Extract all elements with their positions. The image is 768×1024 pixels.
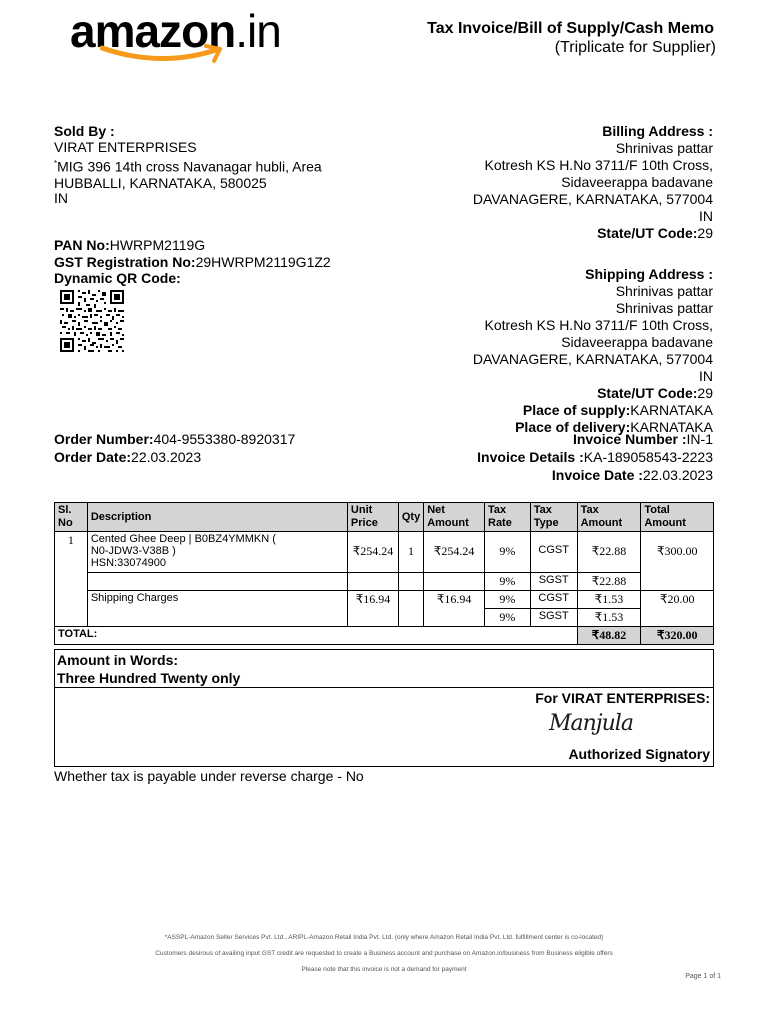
shipping-net-amount: ₹16.94 bbox=[424, 591, 485, 627]
invoice-details-value: KA-189058543-2223 bbox=[583, 449, 713, 465]
col-header-total-amount: Total Amount bbox=[641, 503, 714, 532]
total-label: TOTAL: bbox=[55, 627, 578, 645]
place-of-delivery-value: KARNATAKA bbox=[630, 419, 713, 435]
shipping-total-amount: ₹20.00 bbox=[641, 591, 714, 627]
shipping-line6: IN bbox=[699, 368, 713, 384]
invoice-number-value: IN-1 bbox=[686, 431, 713, 447]
pan-label: PAN No: bbox=[54, 237, 110, 253]
seller-address-mark: * bbox=[54, 159, 58, 168]
footer-line3: Please note that this invoice is not a demand for payment bbox=[301, 966, 467, 973]
table-row bbox=[55, 532, 714, 573]
shipping-line2: Shrinivas pattar bbox=[615, 300, 713, 316]
invoice-subtitle: (Triplicate for Supplier) bbox=[554, 39, 716, 56]
shipping-line4: Sidaveerappa badavane bbox=[561, 334, 713, 350]
place-of-supply-value: KARNATAKA bbox=[630, 402, 713, 418]
order-number-value: 404-9553380-8920317 bbox=[153, 431, 296, 447]
col-header-description: Description bbox=[87, 503, 347, 532]
sold-by-label: Sold By : bbox=[54, 123, 115, 139]
qr-code-icon bbox=[60, 290, 124, 352]
logo-suffix: .in bbox=[235, 5, 281, 57]
footer-line1: *ASSPL-Amazon Seller Services Pvt. Ltd., ARIPL-Amazon Retail India Pvt. Ltd. (only where Amazon Retail India Pvt. Ltd. fulfillment center is co-located) bbox=[164, 934, 604, 941]
item-sl: 1 bbox=[55, 532, 88, 627]
col-header-tax-type: Tax Type bbox=[530, 503, 577, 532]
shipping-state-label: State/UT Code: bbox=[597, 385, 698, 401]
seller-name: VIRAT ENTERPRISES bbox=[54, 139, 197, 155]
shipping-state-row bbox=[313, 385, 713, 401]
item-total-amount: ₹300.00 bbox=[641, 532, 714, 591]
gst-row bbox=[54, 254, 331, 270]
logo-smile-icon bbox=[100, 44, 230, 66]
shipping-tax-type-sgst: SGST bbox=[530, 609, 577, 627]
col-header-tax-amount: Tax Amount bbox=[577, 503, 641, 532]
shipping-state-value: 29 bbox=[697, 385, 713, 401]
gst-label: GST Registration No: bbox=[54, 254, 196, 270]
amount-in-words-box bbox=[54, 649, 714, 688]
shipping-tax-rate-sgst: 9% bbox=[485, 609, 531, 627]
invoice-title: Tax Invoice/Bill of Supply/Cash Memo bbox=[427, 20, 714, 37]
total-amount: ₹320.00 bbox=[641, 627, 714, 645]
invoice-number-row bbox=[313, 431, 713, 447]
table-total-row bbox=[55, 627, 714, 645]
order-date-label: Order Date: bbox=[54, 449, 132, 465]
place-of-delivery-label: Place of delivery: bbox=[515, 419, 631, 435]
item-description-line2: N0-JDW3-V38B ) bbox=[90, 545, 176, 557]
place-of-supply-row bbox=[313, 402, 713, 418]
shipping-line1: Shrinivas pattar bbox=[615, 283, 713, 299]
shipping-address-block bbox=[313, 266, 713, 435]
col-header-tax-rate: Tax Rate bbox=[485, 503, 531, 532]
for-company-label: For VIRAT ENTERPRISES: bbox=[535, 690, 710, 706]
amount-in-words-label: Amount in Words: bbox=[57, 652, 179, 668]
footer-line2: Customers desirous of availing input GST credit are requested to create a Business account and purchase on Amazon.in/business from Business eligible offers bbox=[155, 950, 613, 957]
billing-line4: DAVANAGERE, KARNATAKA, 577004 bbox=[472, 191, 713, 207]
billing-line2: Kotresh KS H.No 3711/F 10th Cross, bbox=[484, 157, 713, 173]
shipping-description: Shipping Charges bbox=[87, 591, 347, 627]
pan-value: HWRPM2119G bbox=[109, 237, 206, 253]
seller-address-line1 bbox=[54, 156, 322, 175]
shipping-tax-rate-cgst: 9% bbox=[485, 591, 531, 609]
invoice-details-row bbox=[313, 449, 713, 465]
item-tax-type-sgst: SGST bbox=[530, 573, 577, 591]
col-header-unit-price: Unit Price bbox=[347, 503, 398, 532]
signatory-box bbox=[54, 686, 714, 767]
item-tax-amount-sgst: ₹22.88 bbox=[577, 573, 641, 591]
item-net-amount: ₹254.24 bbox=[424, 532, 485, 573]
amazon-logo bbox=[70, 5, 310, 68]
seller-address-line2: HUBBALLI, KARNATAKA, 580025 bbox=[54, 175, 267, 191]
shipping-tax-amount-cgst: ₹1.53 bbox=[577, 591, 641, 609]
invoice-items-table bbox=[54, 502, 714, 645]
seller-address-text: MIG 396 14th cross Navanagar hubli, Area bbox=[57, 158, 322, 175]
empty-cell bbox=[398, 573, 423, 591]
billing-state-row bbox=[313, 225, 713, 241]
reverse-charge-note: Whether tax is payable under reverse charge - No bbox=[54, 768, 364, 784]
shipping-line3: Kotresh KS H.No 3711/F 10th Cross, bbox=[484, 317, 713, 333]
invoice-date-label: Invoice Date : bbox=[551, 467, 643, 483]
billing-state-value: 29 bbox=[697, 225, 713, 241]
place-of-supply-label: Place of supply: bbox=[522, 402, 631, 418]
empty-cell bbox=[398, 591, 423, 627]
billing-line1: Shrinivas pattar bbox=[615, 140, 713, 156]
order-date-value: 22.03.2023 bbox=[131, 449, 202, 465]
billing-line3: Sidaveerappa badavane bbox=[561, 174, 713, 190]
item-qty: 1 bbox=[398, 532, 423, 573]
col-header-net-amount: Net Amount bbox=[424, 503, 485, 532]
shipping-address-label: Shipping Address : bbox=[585, 266, 713, 282]
order-number-row bbox=[54, 431, 295, 447]
page-number: Page 1 of 1 bbox=[685, 973, 721, 980]
invoice-details-label: Invoice Details : bbox=[477, 449, 584, 465]
item-description-line1: Cented Ghee Deep | B0BZ4YMMKN ( bbox=[90, 533, 276, 545]
billing-address-label: Billing Address : bbox=[602, 123, 713, 139]
invoice-date-row bbox=[313, 467, 713, 483]
item-tax-rate-cgst: 9% bbox=[485, 532, 531, 573]
invoice-number-label: Invoice Number : bbox=[572, 431, 687, 447]
seller-country: IN bbox=[54, 190, 68, 206]
invoice-info-block bbox=[313, 431, 713, 483]
table-row bbox=[55, 573, 714, 591]
shipping-tax-type-cgst: CGST bbox=[530, 591, 577, 609]
invoice-date-value: 22.03.2023 bbox=[642, 467, 713, 483]
item-hsn: HSN:33074900 bbox=[90, 557, 167, 569]
order-date-row bbox=[54, 449, 201, 465]
billing-line5: IN bbox=[699, 208, 713, 224]
signature: Manjula bbox=[549, 711, 633, 736]
col-header-qty: Qty bbox=[398, 503, 423, 532]
amount-in-words-value: Three Hundred Twenty only bbox=[57, 670, 241, 686]
authorized-signatory-label: Authorized Signatory bbox=[568, 746, 710, 762]
empty-cell bbox=[424, 573, 485, 591]
item-tax-type-cgst: CGST bbox=[530, 532, 577, 573]
billing-address-block bbox=[313, 123, 713, 241]
gst-value: 29HWRPM2119G1Z2 bbox=[195, 254, 331, 270]
item-tax-amount-cgst: ₹22.88 bbox=[577, 532, 641, 573]
logo-wordmark: amazon bbox=[70, 5, 236, 57]
total-tax-amount: ₹48.82 bbox=[577, 627, 641, 645]
billing-state-label: State/UT Code: bbox=[597, 225, 698, 241]
table-row bbox=[55, 591, 714, 609]
col-header-sl: Sl. No bbox=[55, 503, 88, 532]
shipping-tax-amount-sgst: ₹1.53 bbox=[577, 609, 641, 627]
empty-cell bbox=[87, 573, 347, 591]
empty-cell bbox=[347, 573, 398, 591]
item-description bbox=[87, 532, 347, 573]
shipping-line5: DAVANAGERE, KARNATAKA, 577004 bbox=[472, 351, 713, 367]
shipping-unit-price: ₹16.94 bbox=[347, 591, 398, 627]
table-header-row bbox=[55, 503, 714, 532]
qr-label: Dynamic QR Code: bbox=[54, 270, 181, 286]
order-number-label: Order Number: bbox=[54, 431, 154, 447]
pan-row bbox=[54, 237, 205, 253]
item-unit-price: ₹254.24 bbox=[347, 532, 398, 573]
item-tax-rate-sgst: 9% bbox=[485, 573, 531, 591]
